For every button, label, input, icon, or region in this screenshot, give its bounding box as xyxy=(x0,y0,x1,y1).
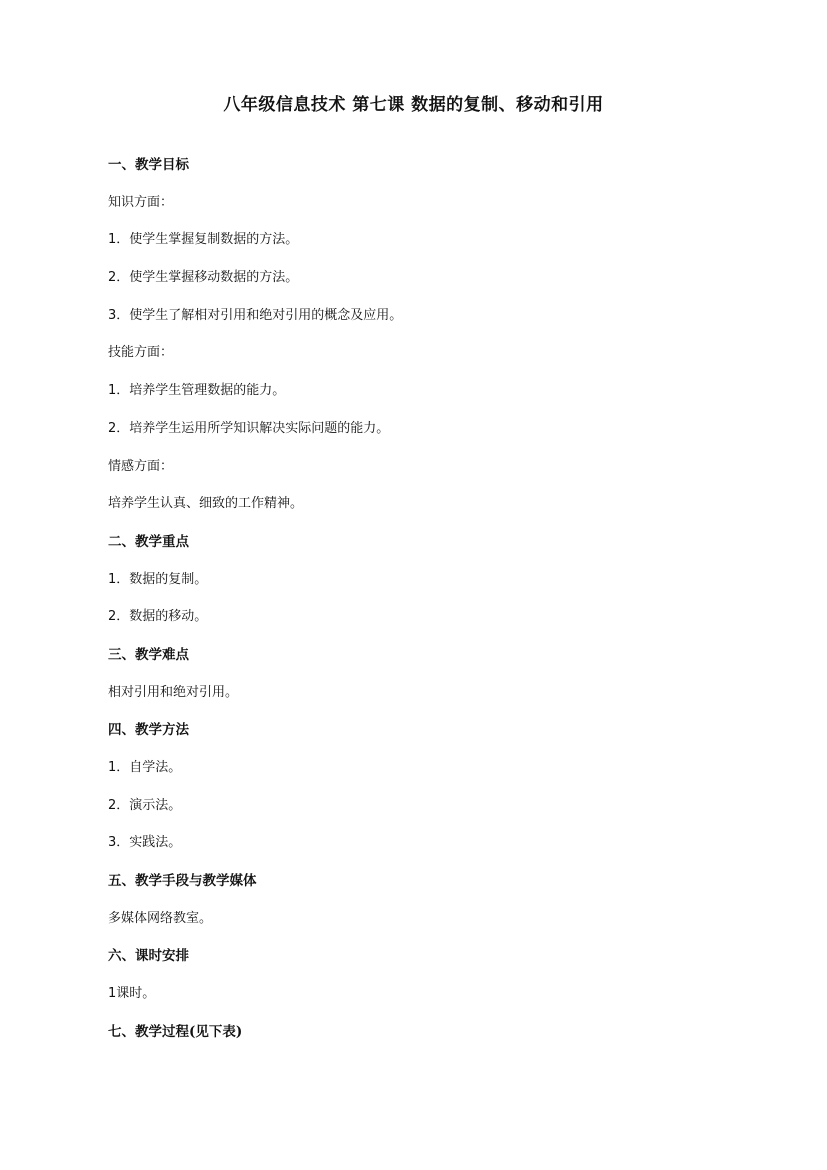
section-heading-key-points: 二、教学重点 xyxy=(108,533,189,550)
paragraph: 1课时。 xyxy=(108,986,156,1002)
list-item: 2．使学生掌握移动数据的方法。 xyxy=(108,270,299,286)
paragraph-emotion-label: 情感方面： xyxy=(108,458,174,474)
list-item: 1．使学生掌握复制数据的方法。 xyxy=(108,232,299,248)
section-heading-process: 七、教学过程(见下表) xyxy=(108,1023,243,1040)
paragraph-skills-label: 技能方面： xyxy=(108,345,174,361)
document-title: 八年级信息技术 第七课 数据的复制、移动和引用 xyxy=(223,95,604,115)
paragraph-knowledge-label: 知识方面： xyxy=(108,194,174,210)
document-body xyxy=(108,150,728,1055)
list-item: 2．演示法。 xyxy=(108,797,182,813)
list-item: 2．数据的移动。 xyxy=(108,609,208,625)
paragraph: 相对引用和绝对引用。 xyxy=(108,684,239,700)
list-item: 1．数据的复制。 xyxy=(108,571,208,587)
list-item: 3．实践法。 xyxy=(108,835,182,851)
paragraph: 培养学生认真、细致的工作精神。 xyxy=(108,496,304,512)
list-item: 2．培养学生运用所学知识解决实际问题的能力。 xyxy=(108,420,390,436)
list-item: 1．培养学生管理数据的能力。 xyxy=(108,383,286,399)
list-item: 3．使学生了解相对引用和绝对引用的概念及应用。 xyxy=(108,307,403,323)
section-heading-media: 五、教学手段与教学媒体 xyxy=(108,873,257,890)
section-heading-difficulties: 三、教学难点 xyxy=(108,646,189,663)
section-heading-methods: 四、教学方法 xyxy=(108,722,189,739)
section-heading-objectives: 一、教学目标 xyxy=(108,157,189,173)
section-heading-schedule: 六、课时安排 xyxy=(108,948,189,965)
paragraph: 多媒体网络教室。 xyxy=(108,910,213,926)
list-item: 1．自学法。 xyxy=(108,760,182,775)
